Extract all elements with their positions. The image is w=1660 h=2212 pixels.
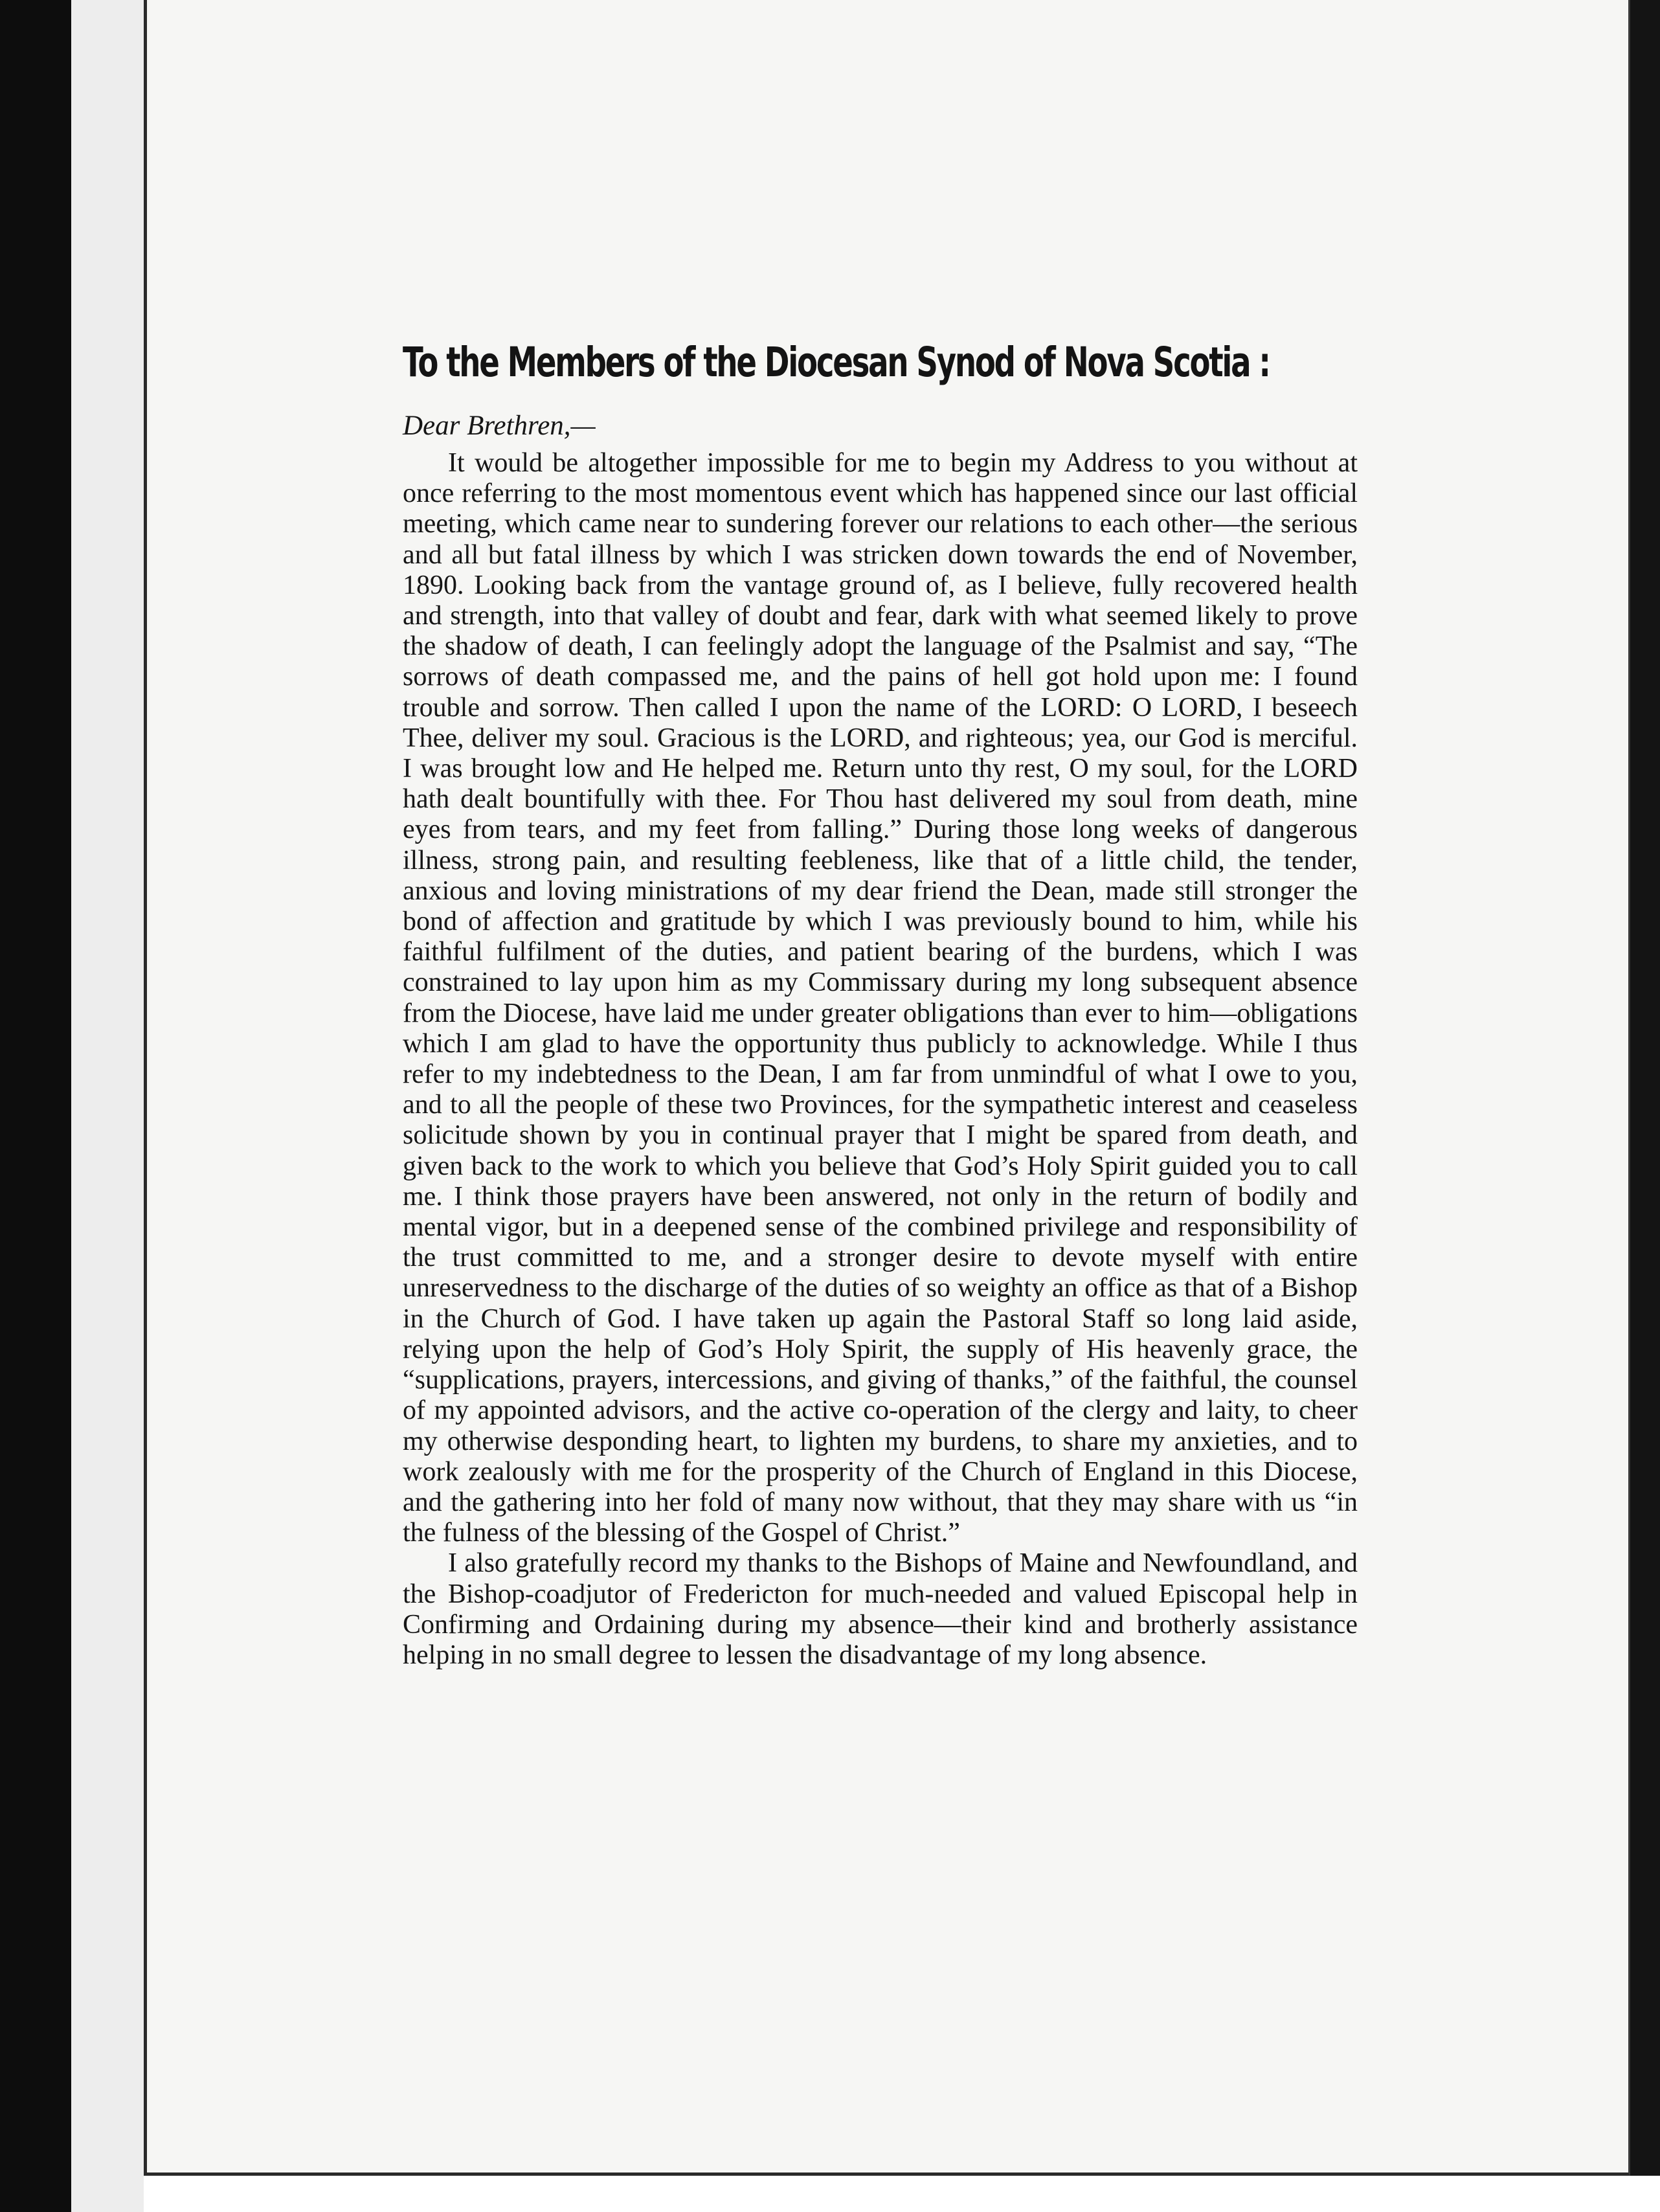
scan-left-dark-margin bbox=[0, 0, 71, 2212]
torn-binding-edge bbox=[71, 0, 151, 2212]
paragraph-1: It would be altogether impossible for me to begin my Address to you without at once referring to the most momentous event which has happened since our last official meeting, which came near to sundering forever our relations to each other—the serious and all but fatal illness by which I was stricken down towards the end of November, 1890. Looking back from the vantage ground of, as I believe, fully recovered health and strength, into that valley of doubt and fear, dark with what seemed likely to prove the shadow of death, I can feelingly adopt the language of the Psalmist and say, “The sorrows of death compassed me, and the pains of hell got hold upon me: I found trouble and sorrow. Then called I upon the name of the LORD: O LORD, I beseech Thee, deliver my soul. Gracious is the LORD, and righteous; yea, our God is merciful. I was brought low and He helped me. Return unto thy rest, O my soul, for the LORD hath dealt bountifully with thee. For Thou hast delivered my soul from death, mine eyes from tears, and my feet from falling.” During those long weeks of dangerous illness, strong pain, and resulting feebleness, like that of a little child, the tender, anxious and loving ministrations of my dear friend the Dean, made still stronger the bond of affection and gratitude by which I was previously bound to him, while his faithful fulfilment of the duties, and patient bearing of the burdens, which I was constrained to lay upon him as my Commissary during my long subsequent absence from the Diocese, have laid me under greater obligations than ever to him—obligations which I am glad to have the opportunity thus publicly to acknowledge. While I thus refer to my indebtedness to the Dean, I am far from unmindful of what I owe to you, and to all the people of these two Provinces, for the sympathetic interest and ceaseless solicitude shown by you in continual prayer that I might be spared from death, and given back to the work to which you believe that God’s Holy Spirit guided you to call me. I think those prayers have been answered, not only in the return of bodily and mental vigor, but in a deepened sense of the combined privilege and responsibility of the trust committed to me, and a stronger desire to devote myself with entire unreservedness to the discharge of the duties of so weighty an office as that of a Bishop in the Church of God. I have taken up again the Pastoral Staff so long laid aside, relying upon the help of God’s Holy Spirit, the supply of His heavenly grace, the “supplications, prayers, intercessions, and giving of thanks,” of the faithful, the counsel of my appointed advisors, and the active co-operation of the clergy and laity, to cheer my otherwise desponding heart, to lighten my burdens, to share my anxieties, and to work zealously with me for the prosperity of the Church of England in this Diocese, and the gathering into her fold of many now without, that they may share with us “in the fulness of the blessing of the Gospel of Christ.” bbox=[403, 448, 1358, 1548]
salutation: Dear Brethren,— bbox=[403, 411, 596, 441]
document-title: To the Members of the Diocesan Synod of Nova Scotia : bbox=[403, 339, 1270, 386]
scan-right-dark-margin bbox=[1630, 0, 1660, 2212]
letter-body bbox=[403, 448, 1358, 1671]
scan-bottom-margin bbox=[144, 2176, 1660, 2212]
paragraph-2: I also gratefully record my thanks to the Bishops of Maine and Newfoundland, and the Bishop-coadjutor of Fredericton for much-needed and valued Episcopal help in Confirming and Ordaining during my absence—their kind and brotherly assistance helping in no small degree to lessen the disadvantage of my long absence. bbox=[403, 1548, 1358, 1670]
